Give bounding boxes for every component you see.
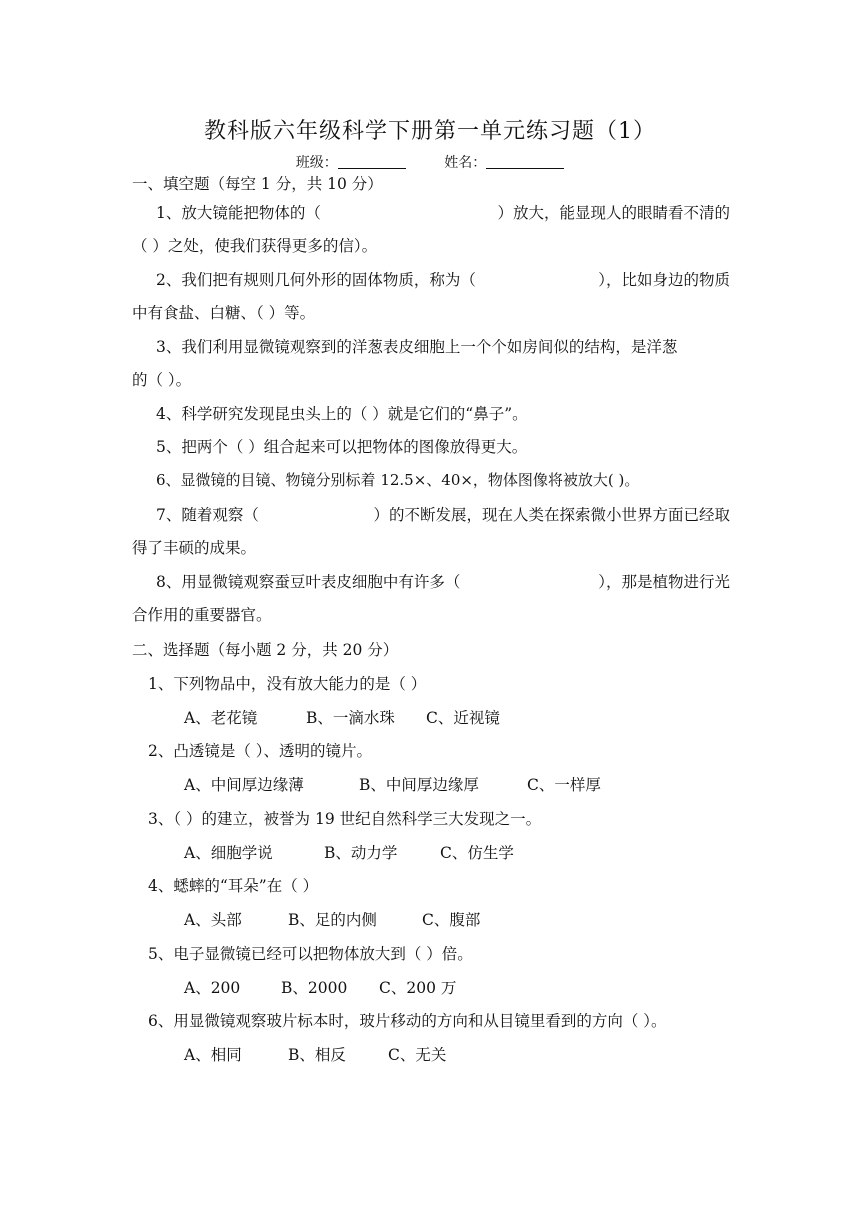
mc-q2-text: 2、凸透镜是（ ）、透明的镜片。: [148, 742, 373, 760]
mc-q4-options: [184, 910, 480, 930]
name-label: 姓名：: [444, 155, 487, 171]
q2-part1: 2、我们把有规则几何外形的固体物质，称为（: [156, 271, 476, 289]
mc-q1-option-c[interactable]: C、近视镜: [426, 709, 500, 727]
mc-q4-option-c[interactable]: C、腹部: [422, 911, 481, 929]
q8-part2: ），那是植物进行光: [598, 573, 730, 591]
mc-q2-option-b[interactable]: B、中间厚边缘厚: [359, 776, 479, 794]
mc-q4-option-b[interactable]: B、足的内侧: [288, 911, 377, 929]
mc-q6-option-c[interactable]: C、无关: [388, 1046, 447, 1064]
q2-line1: [156, 270, 730, 290]
class-blank[interactable]: [338, 154, 406, 169]
q2-line2: 中有食盐、白糖、（ ）等。: [132, 304, 316, 322]
q7-part2: ）的不断发展，现在人类在探索微小世界方面已经取: [373, 506, 730, 524]
mc-q3-option-c[interactable]: C、仿生学: [440, 844, 514, 862]
q3-line2: 的（ ）。: [132, 371, 192, 389]
q7-line2: 得了丰硕的成果。: [132, 539, 257, 557]
page-title: 教科版六年级科学下册第一单元练习题（1）: [204, 119, 656, 144]
q7-part1: 7、随着观察（: [156, 506, 259, 524]
mc-q3-text: 3、（ ）的建立，被誉为 19 世纪自然科学三大发现之一。: [148, 810, 542, 828]
mc-q1-option-b[interactable]: B、一滴水珠: [306, 709, 395, 727]
mc-q2-options: [184, 775, 601, 795]
mc-q3-options: [184, 843, 514, 863]
q2-part2: ），比如身边的物质: [598, 271, 730, 289]
q3-line1: 3、我们利用显微镜观察到的洋葱表皮细胞上一个个如房间似的结构，是洋葱: [156, 338, 678, 356]
mc-q6-option-b[interactable]: B、相反: [288, 1046, 346, 1064]
mc-q5-option-a[interactable]: A、200: [184, 979, 241, 997]
mc-q4-option-a[interactable]: A、头部: [184, 911, 242, 929]
mc-q3-option-b[interactable]: B、动力学: [324, 844, 398, 862]
q6-text: 6、显微镜的目镜、物镜分别标着 12.5×、40×，物体图像将被放大( )。: [156, 471, 640, 489]
mc-q4-text: 4、蟋蟀的“耳朵”在（ ）: [148, 877, 319, 895]
section1-heading: 一、填空题（每空 1 分，共 10 分）: [132, 175, 383, 193]
mc-q3-option-a[interactable]: A、细胞学说: [184, 844, 273, 862]
name-blank[interactable]: [486, 154, 564, 169]
mc-q1-text: 1、下列物品中，没有放大能力的是（ ）: [148, 675, 427, 693]
q8-line1: [156, 572, 730, 592]
q4-text: 4、科学研究发现昆虫头上的（ ）就是它们的“鼻子”。: [156, 405, 528, 423]
q1-part1: 1、放大镜能把物体的（: [156, 204, 321, 222]
student-info: [0, 152, 860, 172]
q1-line2: （ ）之处，使我们获得更多的信）。: [132, 237, 378, 255]
class-label: 班级：: [295, 155, 338, 171]
q8-line2: 合作用的重要器官。: [132, 606, 272, 624]
mc-q1-options: [184, 708, 500, 728]
mc-q5-options: [184, 978, 456, 998]
q1-part2: ）放大，能显现人的眼睛看不清的: [497, 204, 730, 222]
section2-heading: 二、选择题（每小题 2 分，共 20 分）: [132, 641, 399, 659]
mc-q6-text: 6、用显微镜观察玻片标本时，玻片移动的方向和从目镜里看到的方向（ ）。: [148, 1012, 667, 1030]
q8-part1: 8、用显微镜观察蚕豆叶表皮细胞中有许多（: [156, 573, 461, 591]
mc-q2-option-a[interactable]: A、中间厚边缘薄: [184, 776, 304, 794]
q1-line1: [156, 203, 730, 223]
q5-text: 5、把两个（ ）组合起来可以把物体的图像放得更大。: [156, 438, 528, 456]
q7-line1: [156, 505, 730, 525]
mc-q6-option-a[interactable]: A、相同: [184, 1046, 242, 1064]
mc-q5-text: 5、电子显微镜已经可以把物体放大到（ ）倍。: [148, 945, 473, 963]
mc-q5-option-b[interactable]: B、2000: [281, 979, 348, 997]
mc-q1-option-a[interactable]: A、老花镜: [184, 709, 258, 727]
mc-q6-options: [184, 1045, 446, 1065]
mc-q5-option-c[interactable]: C、200 万: [379, 979, 457, 997]
mc-q2-option-c[interactable]: C、一样厚: [527, 776, 601, 794]
